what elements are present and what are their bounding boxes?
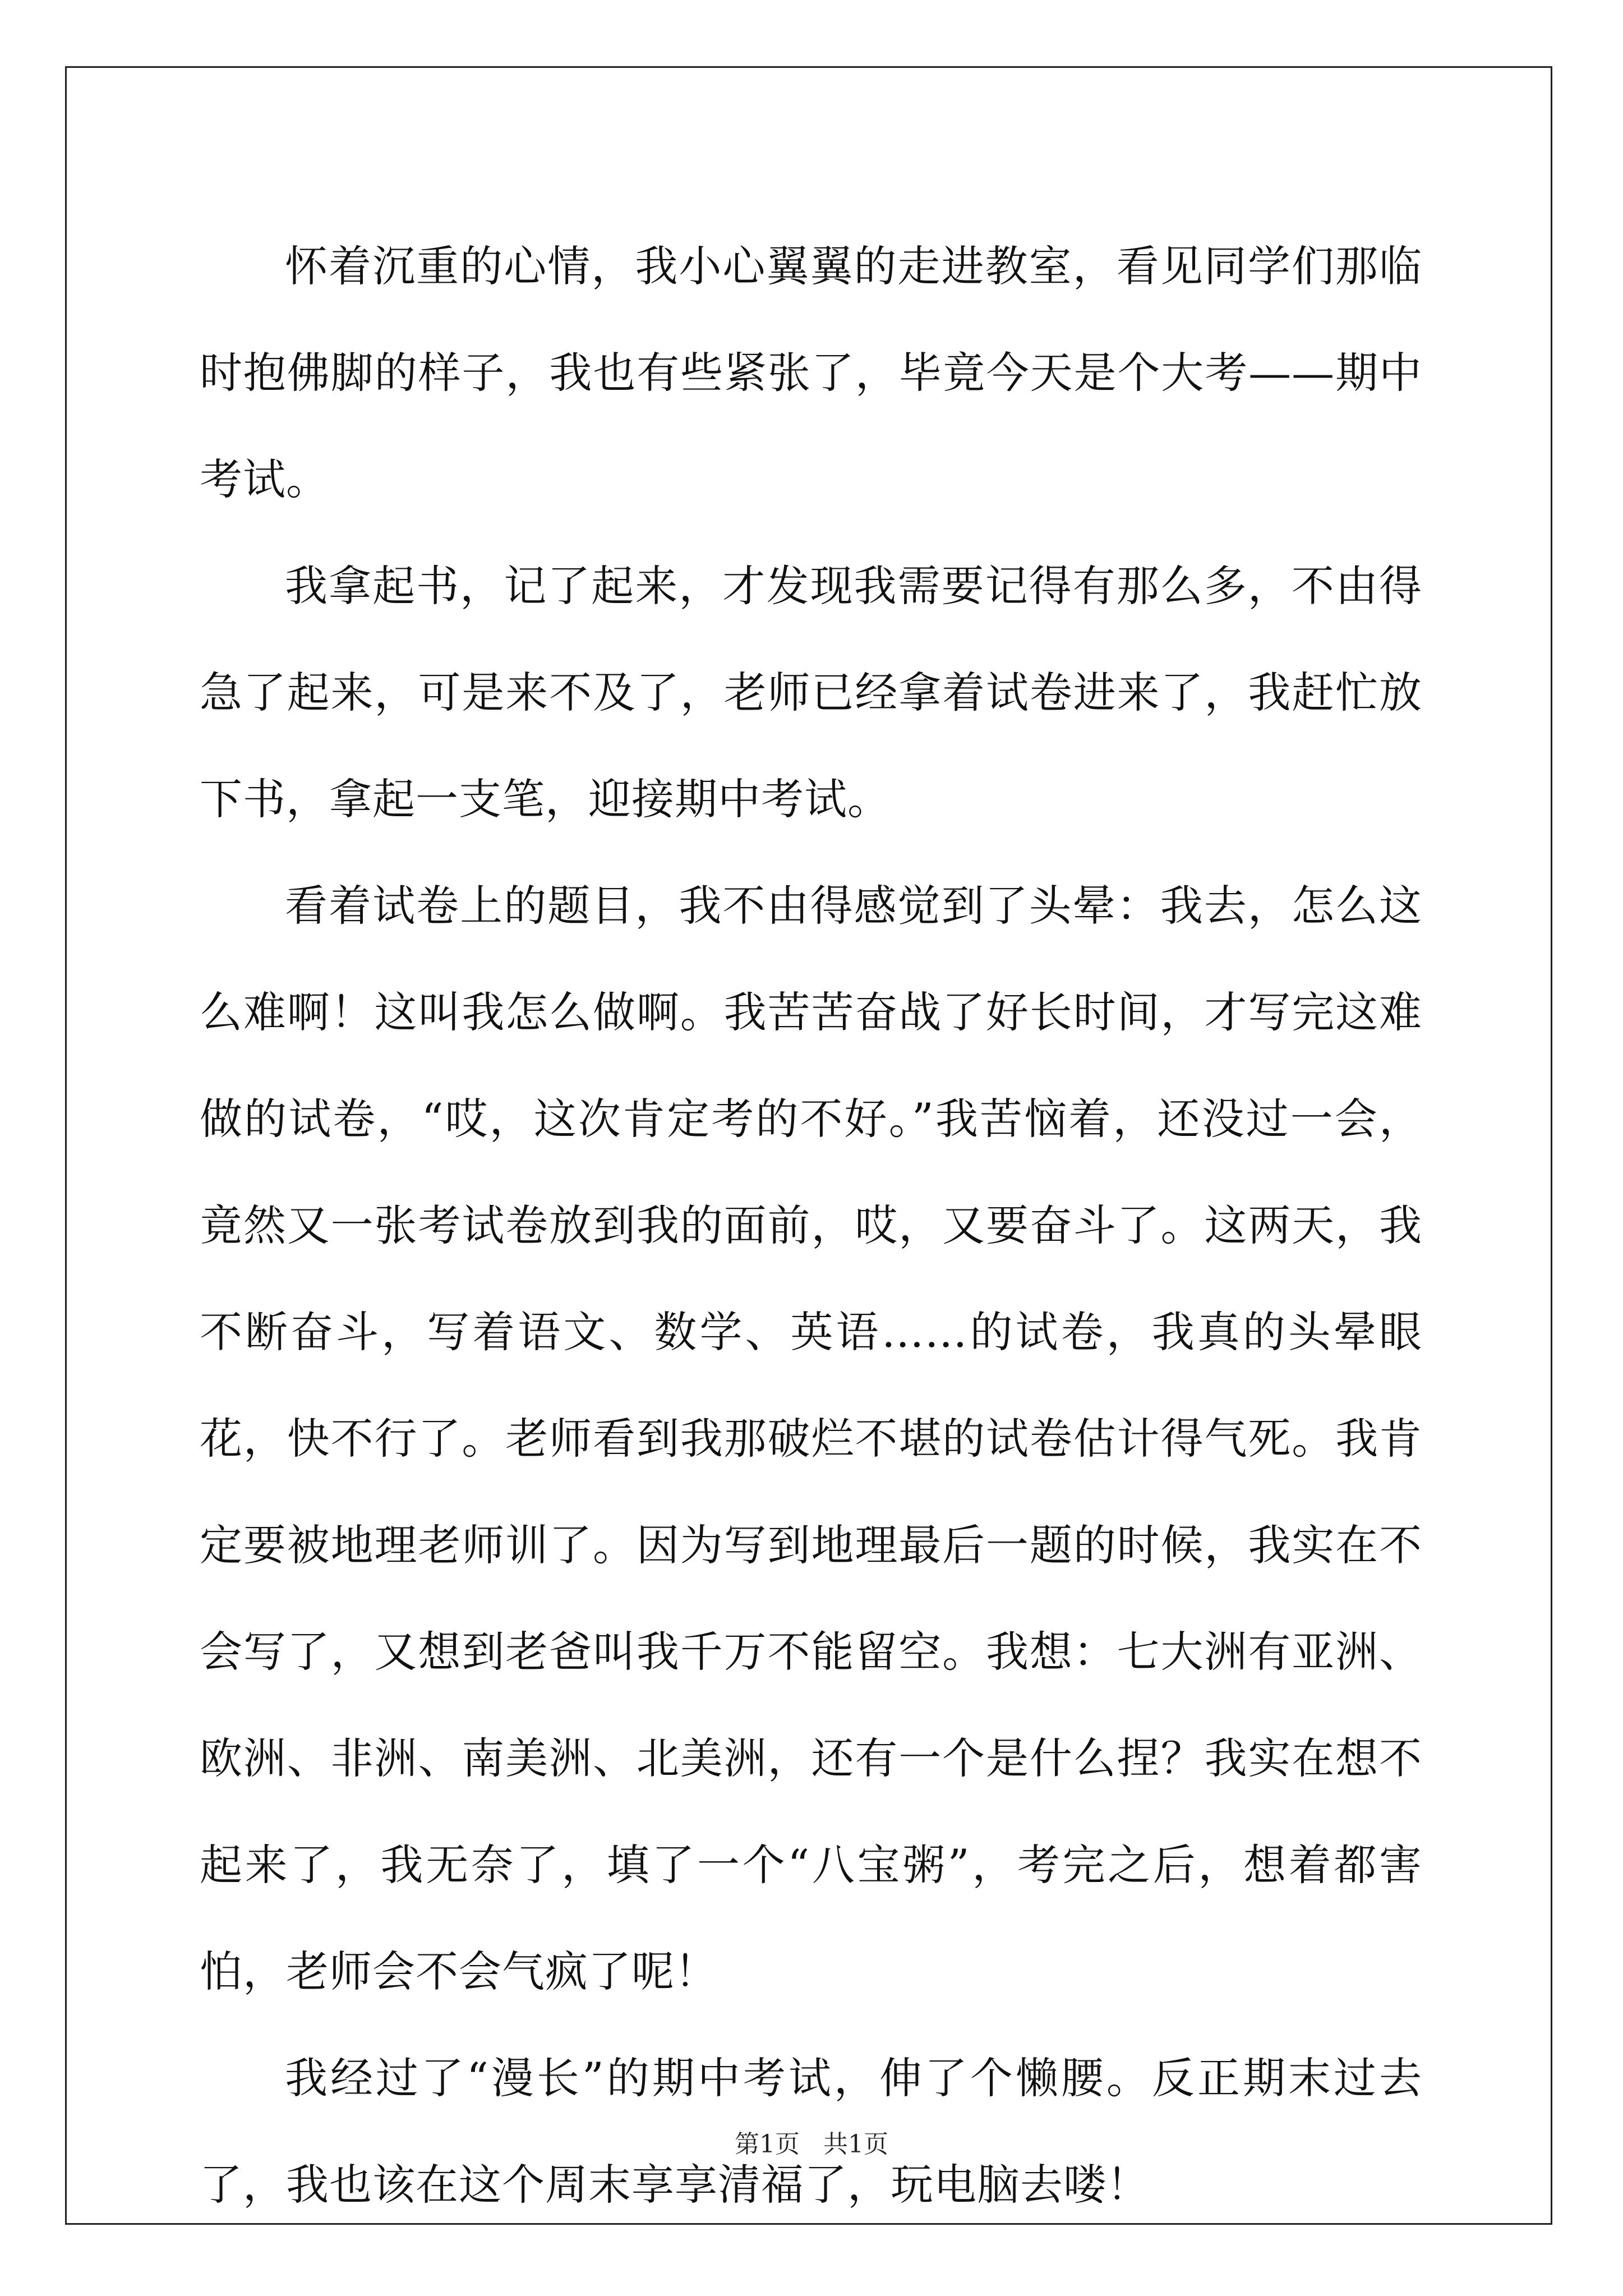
page-total: 共1页 bbox=[823, 2130, 888, 2159]
paragraph-3: 看着试卷上的题目，我不由得感觉到了头晕：我去，怎么这么难啊！这叫我怎么做啊。我苦苦奋战了好长时间，才写完这难做的试卷，“哎，这次肯定考的不好。”我苦恼着，还没过一会，竟然又一张考试卷放到我的面前，哎，又要奋斗了。这两天，我不断奋斗，写着语文、数学、英语……的试卷，我真的头晕眼花，快不行了。老师看到我那破烂不堪的试卷估计得气死。我肯定要被地理老师训了。因为写到地理最后一题的时候，我实在不会写了，又想到老爸叫我千万不能留空。我想：七大洲有亚洲、欧洲、非洲、南美洲、北美洲，还有一个是什么捏？我实在想不起来了，我无奈了，填了一个“八宝粥”，考完之后，想着都害怕，老师会不会气疯了呢！ bbox=[200, 881, 1422, 1996]
paragraph-1: 怀着沉重的心情，我小心翼翼的走进教室，看见同学们那临时抱佛脚的样子，我也有些紧张了，毕竟今天是个大考——期中考试。 bbox=[200, 241, 1422, 504]
paragraph-4: 我经过了“漫长”的期中考试，伸了个懒腰。反正期末过去了，我也该在这个周末享享清福了，玩电脑去喽！ bbox=[200, 2053, 1422, 2210]
page-number: 第1页 bbox=[735, 2130, 800, 2159]
document-body bbox=[200, 213, 1422, 2238]
paragraph-2: 我拿起书，记了起来，才发现我需要记得有那么多，不由得急了起来，可是来不及了，老师已经拿着试卷进来了，我赶忙放下书，拿起一支笔，迎接期中考试。 bbox=[200, 561, 1422, 824]
page-footer bbox=[0, 2124, 1623, 2160]
footer-spacer bbox=[800, 2130, 823, 2159]
